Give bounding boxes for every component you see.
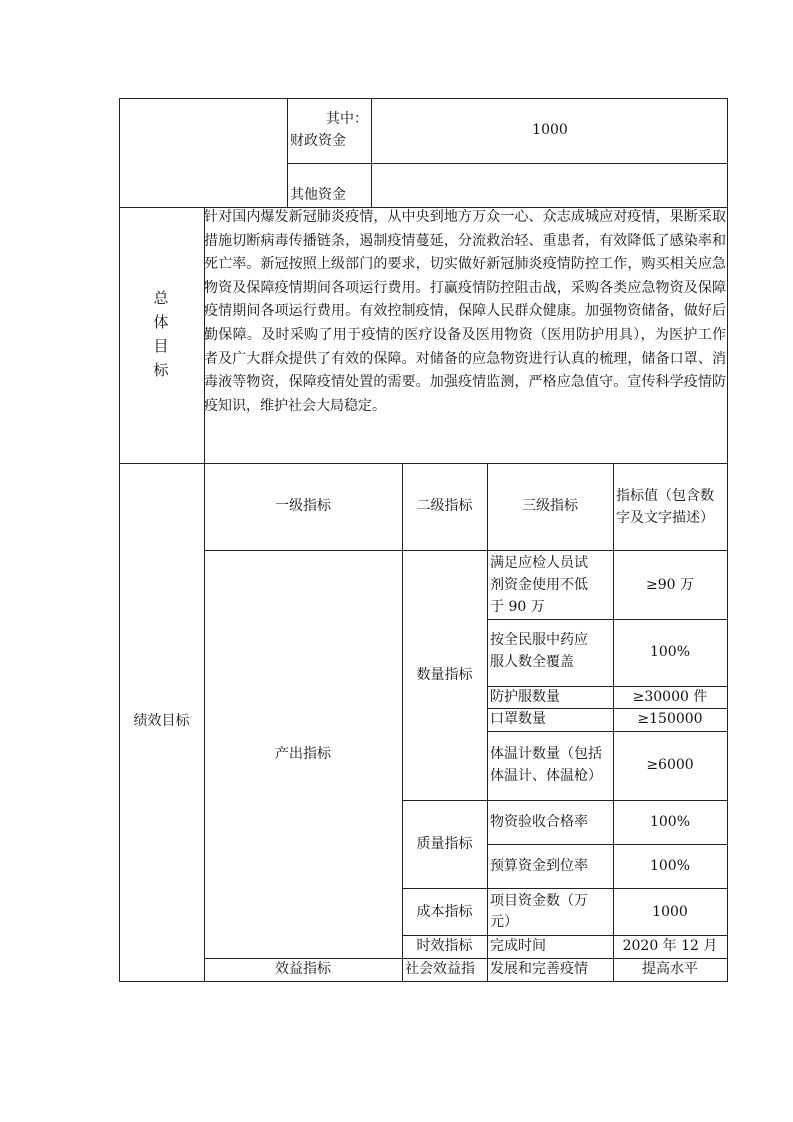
l3-row-4: 口罩数量 xyxy=(490,711,546,727)
performance-goal-label: 绩效目标 xyxy=(133,713,190,729)
value-row-8: 1000 xyxy=(652,904,688,920)
rule-quality-bottom xyxy=(402,888,728,889)
l3-row-5-line2: 体温计、体温枪） xyxy=(490,768,602,784)
value-row-6: 100% xyxy=(649,814,691,830)
l3-row-6: 物资验收合格率 xyxy=(490,814,588,830)
l3-row-8-line1: 项目资金数（万 xyxy=(490,893,588,909)
rule-row-6 xyxy=(487,844,728,845)
value-row-7: 100% xyxy=(649,858,691,874)
benefit-indicator-label: 效益指标 xyxy=(275,961,331,977)
rule-top xyxy=(119,98,728,99)
rule-level3-col xyxy=(487,463,488,982)
rule-quantity-bottom xyxy=(402,800,728,801)
header-level2: 二级指标 xyxy=(416,498,473,514)
rule-row-1 xyxy=(487,619,728,620)
fiscal-funds-label: 财政资金 xyxy=(290,133,346,149)
rule-funding-value xyxy=(371,98,372,208)
overall-goal-label: 总体目标 xyxy=(153,289,169,379)
l3-row-10: 发展和完善疫情 xyxy=(490,961,588,977)
value-row-3: ≥30000 件 xyxy=(632,689,708,705)
l3-row-1-line1: 满足应检人员试 xyxy=(490,555,588,571)
of-which-label: 其中： xyxy=(326,111,368,127)
l3-row-9: 完成时间 xyxy=(490,938,546,954)
quantity-indicator-label: 数量指标 xyxy=(416,667,473,683)
other-funds-label: 其他资金 xyxy=(290,187,346,203)
rule-bottom xyxy=(119,981,728,982)
value-row-9: 2020 年 12 月 xyxy=(622,938,718,954)
rule-fiscal-bottom xyxy=(287,163,728,164)
l3-row-7: 预算资金到位率 xyxy=(490,858,588,874)
value-row-2: 100% xyxy=(649,644,691,660)
rule-goal-bottom xyxy=(119,463,728,464)
value-row-5: ≥6000 xyxy=(646,757,694,773)
rule-row-4 xyxy=(487,731,728,732)
overall-goal-text: 针对国内爆发新冠肺炎疫情，从中央到地方万众一心、众志成城应对疫情，果断采取措施切断病毒传播链条，遏制疫情蔓延，分流救治轻、重患者，有效降低了感染率和死亡率。新冠按照上级部门的要求，切实做好新冠肺炎疫情防控工作，购买相关应急物资及保障疫情期间各项运行费用。打赢疫情防控阻击战，采购各类应急物资及保障疫情期间各项运行费用。有效控制疫情，保障人民群众健康。加强物资储备，做好后勤保障。及时采购了用于疫情的医疗设备及医用物资（医用防护用具），为医护工作者及广大群众提供了有效的保障。对储备的应急物资进行认真的梳理，储备口罩、消毒液等物资，保障疫情处置的需要。加强疫情监测，严格应急值守。宣传科学疫情防疫知识，维护社会大局稳定。 xyxy=(204,209,726,414)
quality-indicator-label: 质量指标 xyxy=(416,836,473,852)
header-level1: 一级指标 xyxy=(275,498,331,514)
value-row-10: 提高水平 xyxy=(642,961,698,977)
rule-left xyxy=(119,98,120,982)
value-row-4: ≥150000 xyxy=(637,711,703,727)
l3-row-3: 防护服数量 xyxy=(490,689,560,705)
l3-row-1-line3: 于 90 万 xyxy=(490,599,545,615)
social-benefit-label: 社会效益指 xyxy=(405,961,475,977)
value-row-1: ≥90 万 xyxy=(646,577,694,593)
fiscal-funds-value: 1000 xyxy=(532,122,568,138)
l3-row-2-line2: 服人数全覆盖 xyxy=(490,654,574,670)
rule-funding-sub xyxy=(287,98,288,208)
l3-row-1-line2: 剂资金使用不低 xyxy=(490,577,588,593)
header-value-line2: 字及文字描述） xyxy=(616,510,714,526)
header-level3: 三级指标 xyxy=(522,498,578,514)
rule-header-bottom xyxy=(204,550,728,551)
l3-row-5-line1: 体温计数量（包括 xyxy=(490,746,602,762)
output-indicator-label: 产出指标 xyxy=(275,746,331,762)
cost-indicator-label: 成本指标 xyxy=(416,904,473,920)
header-value-line1: 指标值（包含数 xyxy=(616,488,714,504)
rule-right xyxy=(727,98,728,982)
timeliness-indicator-label: 时效指标 xyxy=(416,938,473,954)
l3-row-8-line2: 元） xyxy=(490,914,518,930)
l3-row-2-line1: 按全民服中药应 xyxy=(490,632,588,648)
